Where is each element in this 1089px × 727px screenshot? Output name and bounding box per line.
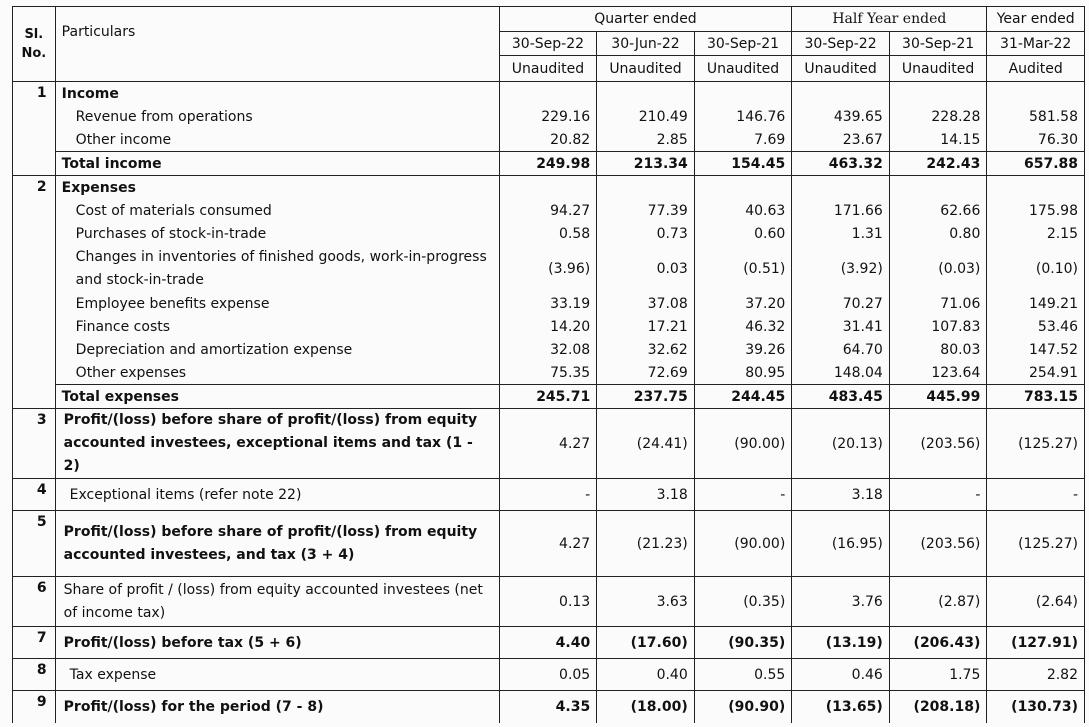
value-cell: 3.18 (792, 479, 890, 511)
date-header: 30-Sep-22 (499, 32, 597, 56)
value-cell: 171.66 (792, 200, 890, 223)
value-cell: 7.69 (694, 129, 792, 152)
value-cell: 80.95 (694, 362, 792, 385)
particulars-cell: Profit/(loss) before share of profit/(loss) from equity accounted investees, exceptional items and tax (1 - 2) (55, 409, 499, 479)
sl-no-cell: 3 (13, 409, 56, 479)
value-cell: - (499, 479, 597, 511)
particulars-cell: Income (55, 82, 499, 106)
value-cell: (3.92) (792, 246, 890, 293)
value-cell (597, 176, 695, 200)
value-cell: (2.64) (987, 577, 1085, 627)
value-cell: (0.10) (987, 246, 1085, 293)
value-cell: 254.91 (987, 362, 1085, 385)
value-cell: 2.15 (987, 223, 1085, 246)
particulars-cell: Other expenses (55, 362, 499, 385)
value-cell: 53.46 (987, 316, 1085, 339)
value-cell: 0.40 (597, 659, 695, 691)
value-cell: 32.08 (499, 339, 597, 362)
particulars-cell: Exceptional items (refer note 22) (55, 479, 499, 511)
value-cell: 213.34 (597, 152, 695, 176)
particulars-cell: Other income (55, 129, 499, 152)
table-row (13, 106, 1085, 129)
value-cell: 3.18 (597, 479, 695, 511)
value-cell: (90.35) (694, 627, 792, 659)
value-cell: 46.32 (694, 316, 792, 339)
table-row (13, 293, 1085, 316)
sl-no-cell (13, 223, 56, 246)
table-row (13, 362, 1085, 385)
sl-no-cell (13, 316, 56, 339)
audit-status-header: Unaudited (792, 56, 890, 82)
value-cell: (13.65) (792, 691, 890, 723)
value-cell: (125.27) (987, 409, 1085, 479)
value-cell: 0.46 (792, 659, 890, 691)
sl-no-cell (13, 385, 56, 409)
value-cell: 37.08 (597, 293, 695, 316)
sl-no-cell (13, 293, 56, 316)
sl-no-cell: 2 (13, 176, 56, 200)
value-cell: 20.82 (499, 129, 597, 152)
value-cell (987, 176, 1085, 200)
value-cell: (0.51) (694, 246, 792, 293)
value-cell: 228.28 (889, 106, 987, 129)
value-cell: (206.43) (889, 627, 987, 659)
particulars-cell: Total income (55, 152, 499, 176)
particulars-cell: Tax expense (55, 659, 499, 691)
audit-status-header: Audited (987, 56, 1085, 82)
table-row (13, 627, 1085, 659)
particulars-cell: Share of profit / (loss) from equity accounted investees (net of income tax) (55, 577, 499, 627)
value-cell: 0.03 (597, 246, 695, 293)
table-row (13, 316, 1085, 339)
value-cell: 149.21 (987, 293, 1085, 316)
value-cell: 39.26 (694, 339, 792, 362)
value-cell: 154.45 (694, 152, 792, 176)
value-cell: 4.27 (499, 511, 597, 577)
value-cell: (2.87) (889, 577, 987, 627)
value-cell: 242.43 (889, 152, 987, 176)
value-cell: (130.73) (987, 691, 1085, 723)
particulars-cell: Finance costs (55, 316, 499, 339)
value-cell: 146.76 (694, 106, 792, 129)
value-cell: 2.85 (597, 129, 695, 152)
value-cell: 33.19 (499, 293, 597, 316)
value-cell: 229.16 (499, 106, 597, 129)
value-cell: (16.95) (792, 511, 890, 577)
value-cell: 64.70 (792, 339, 890, 362)
value-cell: 0.58 (499, 223, 597, 246)
value-cell: 249.98 (499, 152, 597, 176)
particulars-cell: Cost of materials consumed (55, 200, 499, 223)
particulars-cell: Total expenses (55, 385, 499, 409)
value-cell: 32.62 (597, 339, 695, 362)
value-cell: (90.00) (694, 409, 792, 479)
particulars-header: Particulars (55, 7, 499, 82)
sl-no-cell (13, 200, 56, 223)
value-cell: 463.32 (792, 152, 890, 176)
value-cell: 0.13 (499, 577, 597, 627)
audit-status-header: Unaudited (499, 56, 597, 82)
value-cell: 147.52 (987, 339, 1085, 362)
value-cell: - (694, 479, 792, 511)
year-ended-header: Year ended (987, 7, 1085, 32)
value-cell: 657.88 (987, 152, 1085, 176)
value-cell: 3.76 (792, 577, 890, 627)
value-cell: 0.73 (597, 223, 695, 246)
value-cell: 175.98 (987, 200, 1085, 223)
value-cell: (3.96) (499, 246, 597, 293)
value-cell: 94.27 (499, 200, 597, 223)
sl-no-header (13, 7, 56, 82)
particulars-cell: Depreciation and amortization expense (55, 339, 499, 362)
particulars-cell: Revenue from operations (55, 106, 499, 129)
date-header: 30-Sep-21 (694, 32, 792, 56)
value-cell: - (889, 479, 987, 511)
sl-no-cell: 9 (13, 691, 56, 723)
value-cell: 2.82 (987, 659, 1085, 691)
value-cell: 14.15 (889, 129, 987, 152)
value-cell: 445.99 (889, 385, 987, 409)
value-cell: 483.45 (792, 385, 890, 409)
table-row (13, 691, 1085, 723)
particulars-cell: Employee benefits expense (55, 293, 499, 316)
value-cell: 80.03 (889, 339, 987, 362)
value-cell: 148.04 (792, 362, 890, 385)
value-cell: 237.75 (597, 385, 695, 409)
value-cell: 210.49 (597, 106, 695, 129)
financial-results-table (12, 6, 1085, 723)
sl-no-cell: 8 (13, 659, 56, 691)
value-cell: 62.66 (889, 200, 987, 223)
value-cell (889, 176, 987, 200)
value-cell: (20.13) (792, 409, 890, 479)
value-cell (889, 82, 987, 106)
sl-no-cell (13, 152, 56, 176)
sl-no-cell (13, 339, 56, 362)
particulars-cell: Purchases of stock-in-trade (55, 223, 499, 246)
value-cell (694, 176, 792, 200)
value-cell: 245.71 (499, 385, 597, 409)
value-cell: 123.64 (889, 362, 987, 385)
value-cell: (17.60) (597, 627, 695, 659)
sl-no-cell: 5 (13, 511, 56, 577)
table-row (13, 200, 1085, 223)
value-cell: 77.39 (597, 200, 695, 223)
particulars-cell: Expenses (55, 176, 499, 200)
audit-status-header: Unaudited (597, 56, 695, 82)
particulars-cell: Profit/(loss) before tax (5 + 6) (55, 627, 499, 659)
value-cell: (125.27) (987, 511, 1085, 577)
table-row (13, 246, 1085, 293)
table-row (13, 409, 1085, 479)
table-row (13, 82, 1085, 106)
value-cell: (203.56) (889, 511, 987, 577)
quarter-ended-header: Quarter ended (499, 7, 792, 32)
value-cell: (203.56) (889, 409, 987, 479)
value-cell: 14.20 (499, 316, 597, 339)
particulars-cell: Changes in inventories of finished goods, work-in-progress and stock-in-trade (55, 246, 499, 293)
sl-no-cell: 4 (13, 479, 56, 511)
value-cell: - (987, 479, 1085, 511)
table-row (13, 152, 1085, 176)
table-row (13, 129, 1085, 152)
value-cell: 4.35 (499, 691, 597, 723)
value-cell (499, 176, 597, 200)
value-cell: 75.35 (499, 362, 597, 385)
table-row (13, 339, 1085, 362)
table-row (13, 385, 1085, 409)
value-cell: 37.20 (694, 293, 792, 316)
value-cell: 76.30 (987, 129, 1085, 152)
value-cell: 72.69 (597, 362, 695, 385)
half-year-ended-header: Half Year ended (792, 7, 987, 32)
value-cell: 31.41 (792, 316, 890, 339)
value-cell: 17.21 (597, 316, 695, 339)
audit-status-header: Unaudited (694, 56, 792, 82)
value-cell (597, 82, 695, 106)
sl-no-cell: 6 (13, 577, 56, 627)
value-cell: 23.67 (792, 129, 890, 152)
value-cell: (0.35) (694, 577, 792, 627)
date-header: 31-Mar-22 (987, 32, 1085, 56)
date-header: 30-Jun-22 (597, 32, 695, 56)
value-cell: 244.45 (694, 385, 792, 409)
value-cell: 70.27 (792, 293, 890, 316)
table-row (13, 659, 1085, 691)
sl-no-cell (13, 362, 56, 385)
value-cell (987, 82, 1085, 106)
sl-no-cell (13, 129, 56, 152)
value-cell: (90.00) (694, 511, 792, 577)
value-cell (792, 82, 890, 106)
value-cell (499, 82, 597, 106)
date-header: 30-Sep-22 (792, 32, 890, 56)
value-cell: (18.00) (597, 691, 695, 723)
audit-status-header: Unaudited (889, 56, 987, 82)
value-cell: (13.19) (792, 627, 890, 659)
value-cell: 581.58 (987, 106, 1085, 129)
table-row (13, 176, 1085, 200)
table-row (13, 577, 1085, 627)
table-row (13, 479, 1085, 511)
table-row (13, 223, 1085, 246)
value-cell: (24.41) (597, 409, 695, 479)
sl-no-cell (13, 106, 56, 129)
value-cell: (0.03) (889, 246, 987, 293)
table-row (13, 511, 1085, 577)
value-cell: 0.80 (889, 223, 987, 246)
value-cell: 0.05 (499, 659, 597, 691)
value-cell (792, 176, 890, 200)
particulars-cell: Profit/(loss) for the period (7 - 8) (55, 691, 499, 723)
table-body (13, 82, 1085, 723)
value-cell: 0.55 (694, 659, 792, 691)
value-cell: 40.63 (694, 200, 792, 223)
value-cell: (127.91) (987, 627, 1085, 659)
value-cell: 439.65 (792, 106, 890, 129)
value-cell (694, 82, 792, 106)
value-cell: (208.18) (889, 691, 987, 723)
sl-no-label: Sl. No. (21, 27, 47, 61)
value-cell: 4.27 (499, 409, 597, 479)
value-cell: 4.40 (499, 627, 597, 659)
value-cell: 783.15 (987, 385, 1085, 409)
value-cell: 1.75 (889, 659, 987, 691)
sl-no-cell: 7 (13, 627, 56, 659)
value-cell: 107.83 (889, 316, 987, 339)
value-cell: 71.06 (889, 293, 987, 316)
sl-no-cell: 1 (13, 82, 56, 106)
value-cell: (21.23) (597, 511, 695, 577)
value-cell: 3.63 (597, 577, 695, 627)
particulars-cell: Profit/(loss) before share of profit/(loss) from equity accounted investees, and tax (3 + 4) (55, 511, 499, 577)
value-cell: 0.60 (694, 223, 792, 246)
sl-no-cell (13, 246, 56, 293)
value-cell: (90.90) (694, 691, 792, 723)
date-header: 30-Sep-21 (889, 32, 987, 56)
value-cell: 1.31 (792, 223, 890, 246)
